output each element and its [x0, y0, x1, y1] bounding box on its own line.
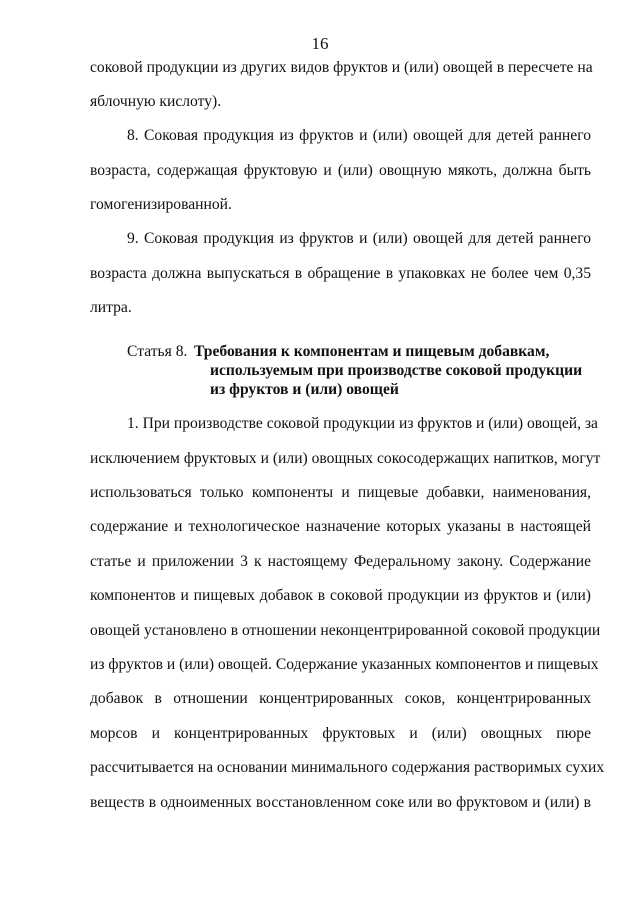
- article-label: Статья 8.: [127, 343, 188, 360]
- text-line: гомогенизированной.: [90, 196, 232, 213]
- text-line: 8. Соковая продукция из фруктов и (или) овощей для детей раннего: [127, 127, 591, 144]
- article-title-line: из фруктов и (или) овощей: [210, 381, 399, 398]
- text-line: яблочную кислоту).: [90, 93, 222, 110]
- text-line: использоваться только компоненты и пищевые добавки, наименования,: [90, 484, 591, 501]
- text-line: 9. Соковая продукция из фруктов и (или) овощей для детей раннего: [127, 230, 591, 247]
- text-line: добавок в отношении концентрированных соков, концентрированных: [90, 690, 591, 707]
- text-line: статье и приложении 3 к настоящему Федеральному закону. Содержание: [90, 553, 591, 570]
- text-line: компонентов и пищевых добавок в соковой продукции из фруктов и (или): [90, 587, 591, 604]
- text-line: рассчитывается на основании минимального содержания растворимых сухих: [90, 759, 605, 776]
- article-title-line: Требования к компонентам и пищевым добавкам,: [194, 343, 550, 360]
- text-line: возраста должна выпускаться в обращение в упаковках не более чем 0,35: [90, 265, 591, 282]
- text-line: исключением фруктовых и (или) овощных сокосодержащих напитков, могут: [90, 450, 601, 467]
- text-line: овощей установлено в отношении неконцентрированной соковой продукции: [90, 622, 601, 639]
- text-line: содержание и технологическое назначение которых указаны в настоящей: [90, 518, 591, 535]
- text-line: соковой продукции из других видов фруктов и (или) овощей в пересчете на: [90, 59, 593, 76]
- page-number: 16: [311, 34, 329, 53]
- text-line: из фруктов и (или) овощей. Содержание указанных компонентов и пищевых: [90, 656, 599, 673]
- article-title: [194, 342, 582, 399]
- text-line: возраста, содержащая фруктовую и (или) овощную мякоть, должна быть: [90, 162, 591, 179]
- text-line: морсов и концентрированных фруктовых и (или) овощных пюре: [90, 725, 591, 742]
- text-line: литра.: [90, 299, 132, 316]
- article-title-line: используемым при производстве соковой продукции: [210, 362, 583, 379]
- text-line: веществ в одноименных восстановленном соке или во фруктовом и (или) в: [90, 794, 591, 811]
- text-line: 1. При производстве соковой продукции из фруктов и (или) овощей, за: [127, 415, 598, 432]
